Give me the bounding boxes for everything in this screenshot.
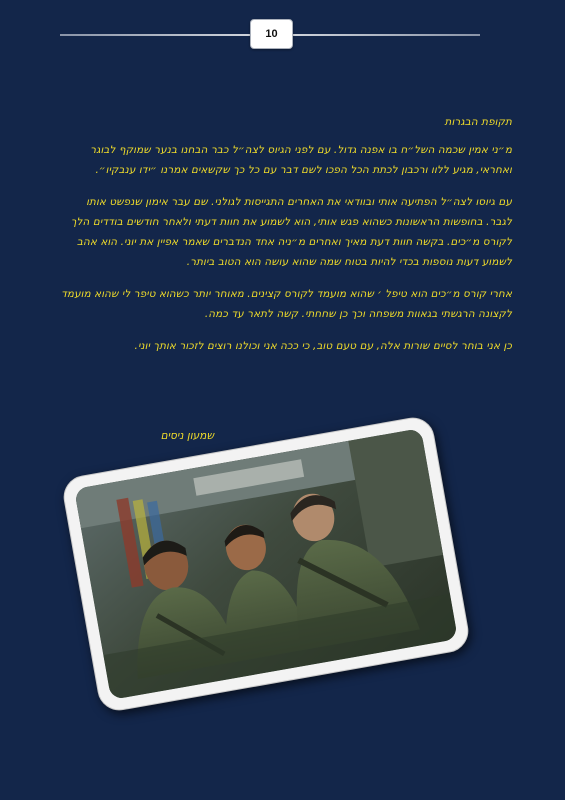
paragraph-1: מ״ני אמין שכמה השל״ח בו אפנה גדול. עם לפני הגיוס לצה״ל כבר הבחנו בנער שמוקף לבוגר ואחראי, מגיע ללוו ורכבון לכתת הכל הפכו לשם דבר עם כל כך שקשאים אמרנו ״ידו ענבקיו״. (90, 144, 512, 176)
photo-frame (60, 414, 472, 714)
soldiers-photo-image (74, 428, 458, 700)
section-heading: תקופת הבגרות (444, 116, 512, 128)
page-number: 10 (250, 19, 293, 49)
soldiers-photo (74, 428, 458, 700)
paragraph-3: אחרי קורס מ״כים הוא טיפל ׳ שהוא מועמד לקורס קצינים. מאוחר יותר כשהוא טיפר לי שהוא מועמד לקצונה הרגשתי בגאוות משפחה וכך כן שחחתי. קשה לתאר עד כמה. (61, 288, 512, 320)
paragraph-4: כן אני בוחר לסיים שורות אלה, עם טעם טוב, כי ככה אני וכולנו רוצים לזכור אותך יוני. (134, 340, 512, 352)
signature: שמעון ניסים (160, 430, 214, 442)
paragraph-2: עם גיוסו לצה״ל הפתיעה אותי ובוודאי את האחרים התגייסות לגולני. שם עבר אימון שנפשט אותו לגבר. בחופשות הראשונות כשהוא פגש אותי, הוא לשמוע את חוות דעתי ולאחר חודשים בודדים הלך לקורס מ״כים. בקשה חוות דעת מאיך ואחרים מ״ניה אחד הנדברים שאמר אפיין את יוני. הוא אהב לשמוע דעות נוספות בכדי להיות בטוח שמה שהוא עושה הוא הטוב ביותר. (70, 196, 512, 268)
article-text (58, 112, 512, 368)
